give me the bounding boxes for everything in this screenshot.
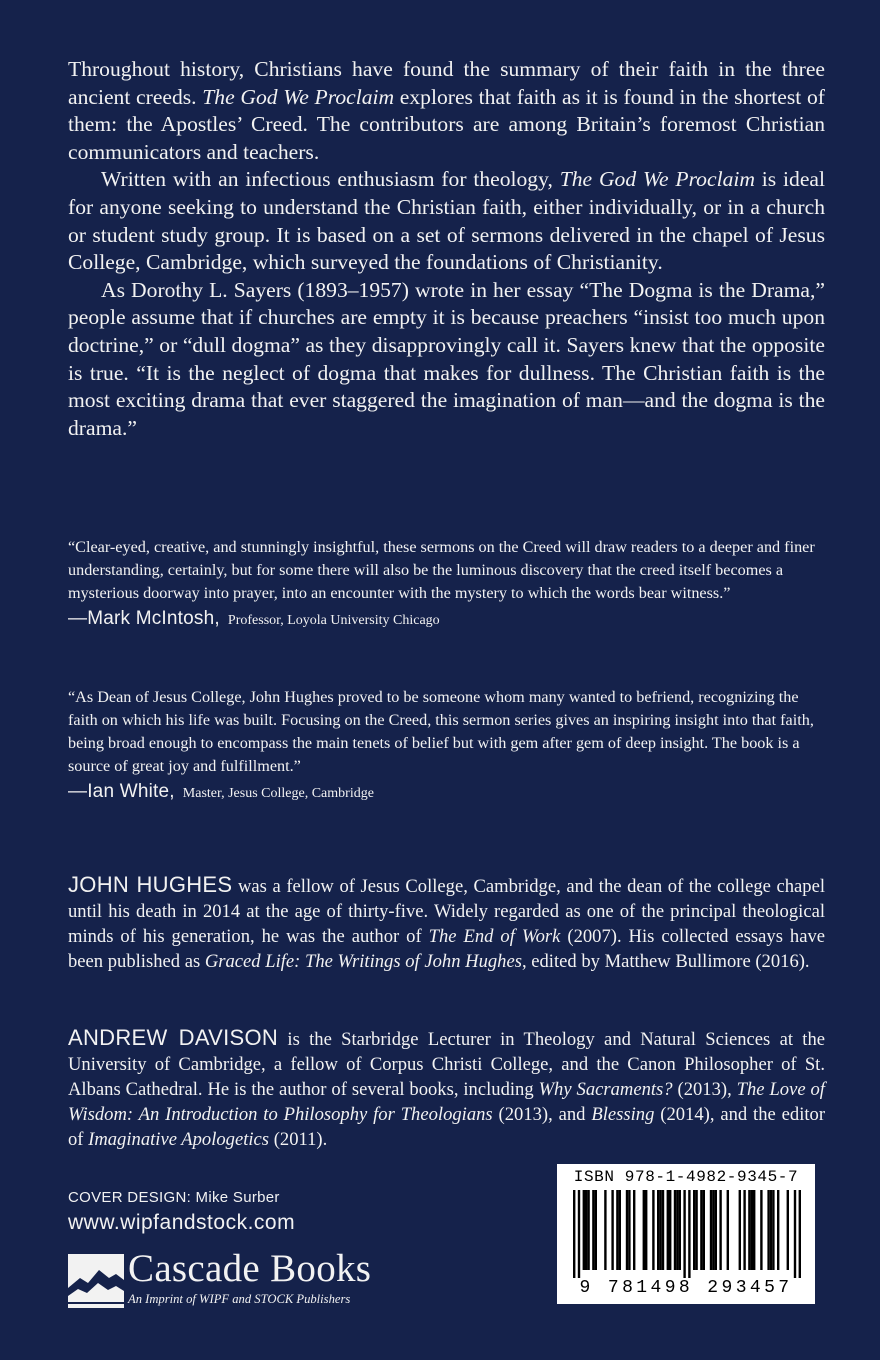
text-run: is the Starbridge Lecturer in Theology and Natural Sciences at the University of Cambridge, a fellow of Corpus Christi College, and the Canon Philosopher of St. Albans Cathedral. He is the author of several books, including xyxy=(68,1029,825,1100)
barcode-bar xyxy=(760,1190,762,1270)
text-run: is ideal for anyone seeking to understand the Christian faith, either individually, or in a church or student study group. It is based on a set of sermons delivered in the chapel of Jesus College, Cambridge, which surveyed the foundations of Christianity. xyxy=(68,167,825,275)
text-run: As Dorothy L. Sayers (1893–1957) wrote in her essay “The Dogma is the Drama,” people assume that if churches are empty it is because preachers “insist too much upon doctrine,” or “dull dogma” as they disapprovingly call it. Sayers knew that the opposite is true. “It is the neglect of dogma that makes for dullness. The Christian faith is the most exciting drama that ever staggered the imagination of man—and the dogma is the drama.” xyxy=(68,277,825,440)
publisher-name: Cascade Books xyxy=(128,1247,372,1290)
endorsement-attribution xyxy=(68,607,825,632)
mountain-logo-icon xyxy=(68,1254,124,1308)
barcode-bar xyxy=(703,1190,705,1270)
barcode-bar xyxy=(739,1190,741,1270)
publisher-website: www.wipfandstock.com xyxy=(68,1211,296,1234)
barcode-bar xyxy=(573,1190,575,1278)
barcode-bar xyxy=(710,1190,712,1270)
text-run: Throughout history, Christians have found the summary of their faith in the three ancient creeds. xyxy=(68,57,825,109)
author-bio-text xyxy=(68,1025,825,1152)
endorser-name: —Mark McIntosh, xyxy=(68,608,220,629)
text-run: (2007). His collected essays have been published as xyxy=(68,926,825,972)
italic-title: Imaginative Apologetics xyxy=(88,1129,270,1150)
barcode-bar xyxy=(595,1190,597,1270)
isbn-barcode xyxy=(557,1164,815,1304)
text-run: Written with an infectious enthusiasm for theology, xyxy=(101,167,560,192)
barcode-bar xyxy=(611,1190,613,1270)
barcode-digits: 9 781498 293457 xyxy=(579,1278,793,1298)
barcode-bar xyxy=(715,1190,717,1270)
barcode-bar xyxy=(585,1190,587,1270)
barcode-bar xyxy=(772,1190,774,1270)
barcode-bar xyxy=(777,1190,779,1270)
barcode-bar xyxy=(645,1190,647,1270)
publisher-imprint: An Imprint of WIPF and STOCK Publishers xyxy=(128,1292,351,1306)
italic-title: The God We Proclaim xyxy=(202,84,395,109)
barcode-bar xyxy=(652,1190,654,1270)
text-run: (2011). xyxy=(269,1129,328,1150)
barcode-bar xyxy=(688,1190,690,1278)
barcode-bar xyxy=(799,1190,801,1278)
barcode-bar xyxy=(592,1190,594,1270)
endorsement-white xyxy=(68,686,825,805)
barcode-bar xyxy=(695,1190,697,1270)
endorsement-quote: “Clear-eyed, creative, and stunningly insightful, these sermons on the Creed will draw readers to a deeper and finer understanding, certainly, but for some there will also be the luminous discovery that the creed itself becomes a mysterious doorway into prayer, into an encounter with the mystery to which the words bear witness.” xyxy=(68,538,815,602)
barcode-bar xyxy=(751,1190,753,1270)
endorser-role: Master, Jesus College, Cambridge xyxy=(182,786,374,801)
barcode-bar xyxy=(587,1190,589,1270)
text-run: was a fellow of Jesus College, Cambridge, and the dean of the college chapel until his death in 2014 at the age of thirty-five. Widely regarded as one of the principal theological minds of his generation, he was the author of xyxy=(68,876,825,947)
endorsement-quote: “As Dean of Jesus College, John Hughes proved to be someone whom many wanted to befriend, recognizing the faith on which his life was built. Focusing on the Creed, this sermon series gives an inspiring insight into that faith, being broad enough to encompass the main tenets of belief but with gem after gem of deep insight. The book is a source of great joy and fulfillment.” xyxy=(68,688,814,775)
author-name: ANDREW DAVISON xyxy=(68,1025,279,1050)
barcode-bar xyxy=(619,1190,621,1270)
barcode-bar xyxy=(583,1190,585,1270)
barcode-bar xyxy=(683,1190,685,1278)
description-paragraph-2 xyxy=(68,166,825,276)
italic-title: The God We Proclaim xyxy=(559,167,755,192)
barcode-bar xyxy=(700,1190,702,1270)
barcode-bar xyxy=(679,1190,681,1270)
author-bio-hughes xyxy=(68,872,825,974)
barcode-bar xyxy=(628,1190,630,1270)
italic-title: Blessing xyxy=(591,1104,655,1125)
author-bio-davison xyxy=(68,1025,825,1152)
cover-design-credit: COVER DESIGN: Mike Surber xyxy=(68,1189,280,1206)
barcode-bar xyxy=(743,1190,745,1270)
endorser-name: —Ian White, xyxy=(68,781,175,802)
text-run: (2013), and xyxy=(492,1104,592,1125)
barcode-bar xyxy=(727,1190,729,1270)
barcode-bar xyxy=(712,1190,714,1270)
italic-title: Graced Life: The Writings of John Hughes xyxy=(204,951,522,972)
endorsement-mcintosh xyxy=(68,536,825,632)
barcode-bar xyxy=(693,1190,695,1270)
barcode-bar xyxy=(604,1190,606,1270)
italic-title: The Love of Wisdom: An Introduction to Philosophy for Theologians xyxy=(68,1079,825,1125)
barcode-bar xyxy=(616,1190,618,1270)
text-run: explores that faith as it is found in the shortest of them: the Apostles’ Creed. The contributors are among Britain’s foremost Christian communicators and teachers. xyxy=(68,84,825,164)
barcode-bar xyxy=(659,1190,661,1270)
barcode-bar xyxy=(643,1190,645,1270)
isbn-label: ISBN 978-1-4982-9345-7 xyxy=(573,1168,799,1186)
author-bio-text xyxy=(68,872,825,974)
author-name: JOHN HUGHES xyxy=(68,872,233,897)
barcode-bar xyxy=(667,1190,669,1270)
barcode-bar xyxy=(633,1190,635,1270)
text-run: (2014), and the editor of xyxy=(68,1104,826,1150)
barcode-bar xyxy=(719,1190,721,1270)
italic-title: Why Sacraments? xyxy=(538,1079,673,1100)
description-paragraph-3 xyxy=(68,277,825,443)
barcode-bar xyxy=(669,1190,671,1270)
barcode-bar xyxy=(662,1190,664,1270)
barcode-bar xyxy=(787,1190,789,1270)
publisher-logo xyxy=(68,1247,408,1314)
barcode-bar xyxy=(767,1190,769,1270)
barcode-bar xyxy=(674,1190,676,1270)
barcode-bar xyxy=(676,1190,678,1270)
barcode-bar xyxy=(626,1190,628,1270)
book-description xyxy=(68,56,825,442)
barcode-bar xyxy=(753,1190,755,1270)
description-paragraph-1 xyxy=(68,56,825,166)
barcode-bar xyxy=(657,1190,659,1270)
barcode-bars xyxy=(563,1190,809,1278)
barcode-bar xyxy=(794,1190,796,1278)
barcode-bar xyxy=(770,1190,772,1270)
text-run: , edited by Matthew Bullimore (2016). xyxy=(521,951,810,972)
endorser-role: Professor, Loyola University Chicago xyxy=(227,613,440,628)
text-run: (2013), xyxy=(672,1079,737,1100)
italic-title: The End of Work xyxy=(428,926,561,947)
barcode-bar xyxy=(748,1190,750,1270)
endorsement-attribution xyxy=(68,780,825,805)
barcode-bar xyxy=(578,1190,580,1278)
